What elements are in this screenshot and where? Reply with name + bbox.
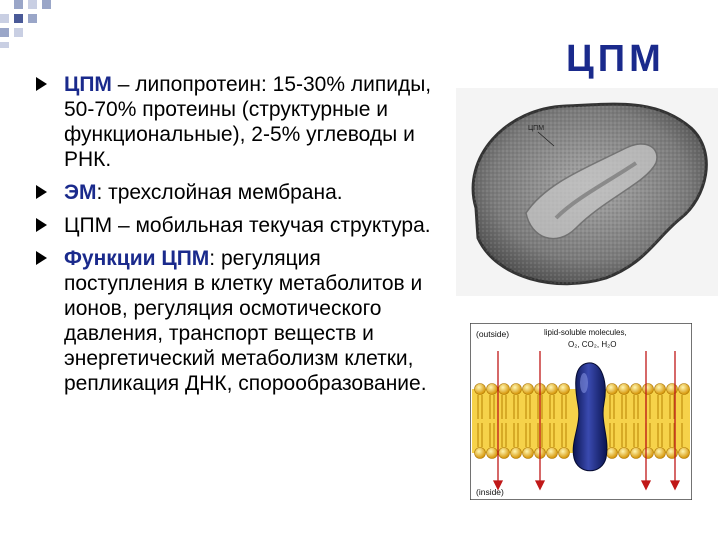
micrograph-image — [456, 88, 718, 296]
membrane-diagram — [470, 323, 692, 500]
bullet-text: ЦПМ – мобильная текучая структура. — [64, 214, 431, 237]
bullet-item — [36, 213, 446, 238]
molecules-label: lipid-soluble molecules, — [544, 328, 627, 337]
bullet-item — [36, 246, 446, 396]
bullet-arrow-icon — [36, 218, 47, 232]
slide-title: ЦПМ — [566, 38, 665, 80]
bullet-text: : трехслойная мембрана. — [96, 181, 343, 204]
bullet-arrow-icon — [36, 251, 47, 265]
bullet-keyword: ЦПМ — [64, 73, 112, 96]
micrograph-label: ЦПМ — [528, 125, 545, 132]
bullet-item — [36, 180, 446, 205]
molecules-formula: O₂, CO₂, H₂O — [568, 340, 617, 349]
bullet-keyword: Функции ЦПМ — [64, 247, 210, 270]
inside-label: (inside) — [476, 487, 504, 497]
bullet-text: : регуляция поступления в клетку метаболитов и ионов, регуляция осмотического давления, транспорт веществ и энергетический метаболизм клетки, репликация ДНК, спорообразование. — [64, 247, 427, 395]
bullet-arrow-icon — [36, 185, 47, 199]
outside-label: (outside) — [476, 329, 510, 339]
corner-decoration — [0, 0, 70, 50]
bullet-list — [36, 72, 446, 404]
bullet-keyword: ЭМ — [64, 181, 97, 204]
bullet-item — [36, 72, 446, 172]
bullet-arrow-icon — [36, 77, 47, 91]
bullet-text: – липопротеин: 15-30% липиды, 50-70% протеины (структурные и функциональные), 2-5% углеводы и РНК. — [64, 73, 432, 171]
